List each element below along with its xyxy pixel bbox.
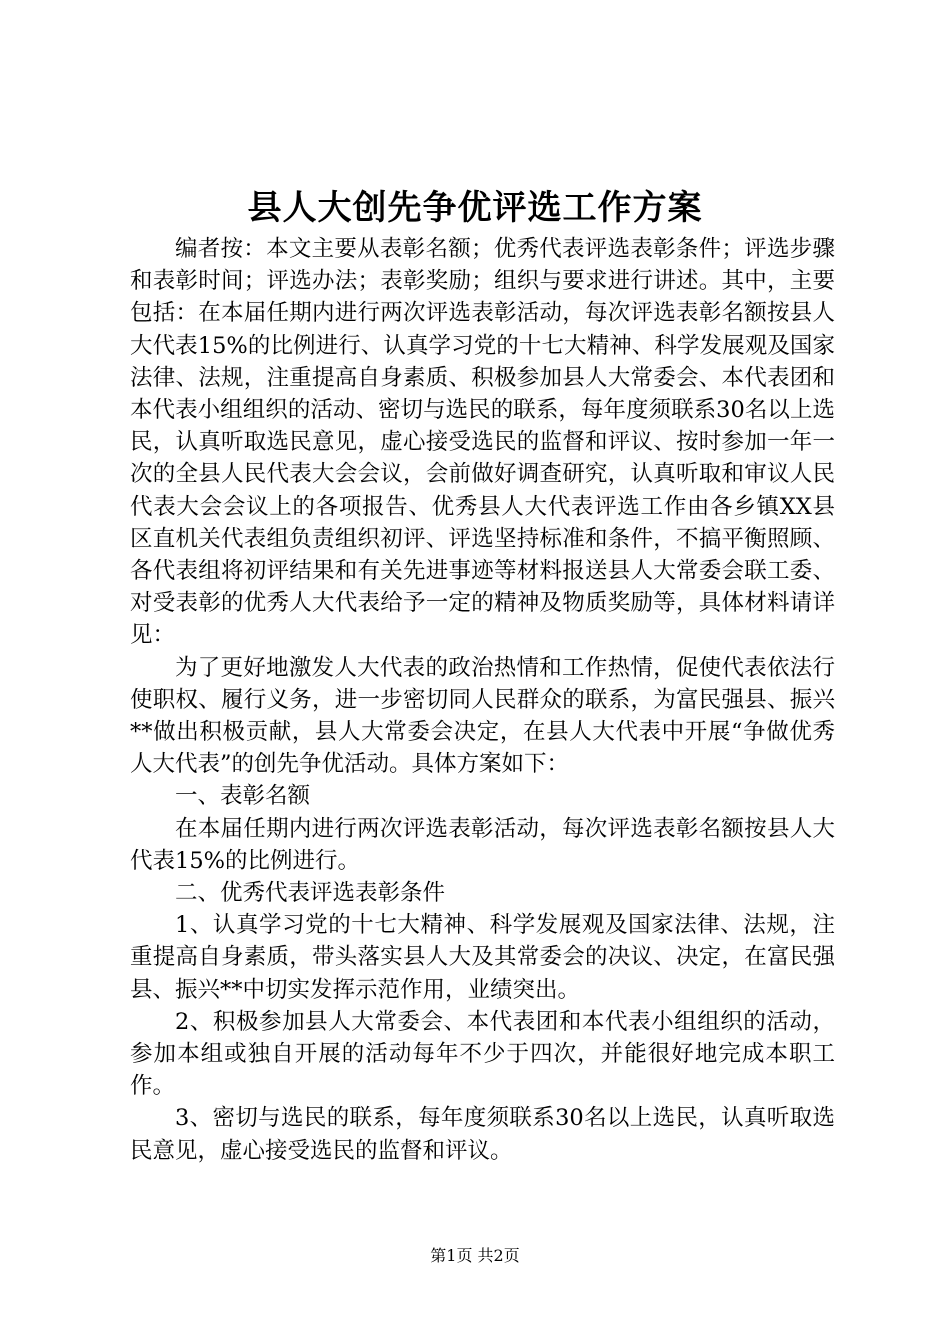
page-footer: 第1页 共2页 [430, 1246, 520, 1265]
editor-note-paragraph: 编者按：本文主要从表彰名额；优秀代表评选表彰条件；评选步骤和表彰时间；评选办法；表彰奖励；组织与要求进行讲述。其中，主要包括：在本届任期内进行两次评选表彰活动，每次评选表彰名额按县人大代表15%的比例进行、认真学习党的十七大精神、科学发展观及国家法律、法规，注重提高自身素质、积极参加县人大常委会、本代表团和本代表小组组织的活动、密切与选民的联系，每年度须联系30名以上选民，认真听取选民意见，虚心接受选民的监督和评议、按时参加一年一次的全县人民代表大会会议，会前做好调查研究，认真听取和审议人民代表大会会议上的各项报告、优秀县人大代表评选工作由各乡镇XX县区直机关代表组负责组织初评、评选坚持标准和条件，不搞平衡照顾、各代表组将初评结果和有关先进事迹等材料报送县人大常委会联工委、对受表彰的优秀人大代表给予一定的精神及物质奖励等，具体材料请详见： [130, 236, 835, 649]
intro-paragraph: 为了更好地激发人大代表的政治热情和工作热情，促使代表依法行使职权、履行义务，进一步密切同人民群众的联系，为富民强县、振兴**做出积极贡献，县人大常委会决定，在县人大代表中开展“争做优秀人大代表”的创先争优活动。具体方案如下： [130, 654, 835, 778]
condition-item-2: 2、积极参加县人大常委会、本代表团和本代表小组组织的活动，参加本组或独自开展的活动每年不少于四次，并能很好地完成本职工作。 [130, 1008, 835, 1100]
condition-item-3: 3、密切与选民的联系，每年度须联系30名以上选民，认真听取选民意见，虚心接受选民的监督和评议。 [130, 1105, 835, 1164]
document-title: 县人大创先争优评选工作方案 [247, 188, 703, 228]
condition-item-1: 1、认真学习党的十七大精神、科学发展观及国家法律、法规，注重提高自身素质，带头落实县人大及其常委会的决议、决定，在富民强县、振兴**中切实发挥示范作用，业绩突出。 [130, 912, 835, 1003]
section-heading-conditions: 二、优秀代表评选表彰条件 [175, 880, 446, 907]
document-body [130, 233, 835, 1167]
section-heading-quota: 一、表彰名额 [175, 783, 311, 810]
quota-paragraph: 在本届任期内进行两次评选表彰活动，每次评选表彰名额按县人大代表15%的比例进行。 [130, 815, 835, 874]
